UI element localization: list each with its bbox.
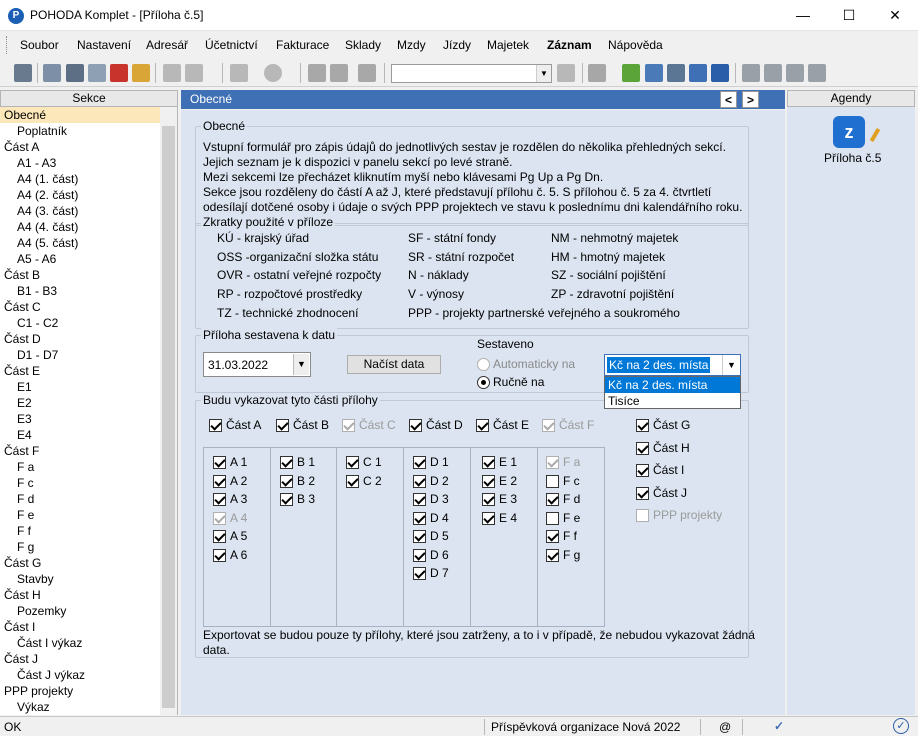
cast-right-label: PPP projekty <box>653 508 723 522</box>
menu-majetek[interactable]: Majetek <box>487 38 530 52</box>
menu-ucetnictvi[interactable]: Účetnictví <box>205 38 258 52</box>
status-separator <box>700 719 701 735</box>
cast-1-label: Část B <box>293 418 330 432</box>
toolbar-separator <box>384 63 385 83</box>
column-separator <box>336 447 337 627</box>
sekce-item[interactable]: F a <box>17 460 35 474</box>
item-checkbox[interactable] <box>213 456 226 469</box>
item-checkbox[interactable] <box>280 475 293 488</box>
menu-adresar[interactable]: Adresář <box>146 38 189 52</box>
close-button[interactable]: ✕ <box>889 7 901 23</box>
item-checkbox[interactable] <box>546 530 559 543</box>
item-checkbox[interactable] <box>546 493 559 506</box>
status-separator <box>484 719 485 735</box>
sekce-item[interactable]: Část I výkaz <box>17 636 83 650</box>
sekce-item[interactable]: PPP projekty <box>4 684 74 698</box>
obecne-line: Mezi sekcemi lze přecházet kliknutím myší nebo klávesami Pg Up a Pg Dn. <box>203 170 604 184</box>
auto-radio[interactable] <box>477 358 490 371</box>
window-title: POHODA Komplet - [Příloha č.5] <box>30 8 204 22</box>
agenda-item-label[interactable]: Příloha č.5 <box>824 151 882 165</box>
sekce-item[interactable]: Část F <box>4 444 40 458</box>
sekce-item[interactable]: Část J <box>4 652 39 666</box>
sekce-item[interactable]: A5 - A6 <box>17 252 57 266</box>
item-label: A 5 <box>230 529 248 543</box>
cast-0-checkbox[interactable] <box>209 419 222 432</box>
sekce-item[interactable]: Část H <box>4 588 41 602</box>
status-separator <box>742 719 743 735</box>
comment-icon[interactable] <box>742 64 760 82</box>
item-label: A 3 <box>230 492 248 506</box>
item-checkbox[interactable] <box>413 567 426 580</box>
item-checkbox[interactable] <box>280 456 293 469</box>
sekce-item[interactable]: A4 (3. část) <box>17 204 79 218</box>
item-label: D 5 <box>430 529 449 543</box>
item-checkbox[interactable] <box>413 493 426 506</box>
sekce-item[interactable]: A4 (1. část) <box>17 172 79 186</box>
sekce-item[interactable]: Část C <box>4 300 41 314</box>
status-text: OK <box>4 720 22 734</box>
sekce-item[interactable]: Pozemky <box>17 604 67 618</box>
item-checkbox[interactable] <box>482 512 495 525</box>
item-label: F a <box>563 455 581 469</box>
item-checkbox[interactable] <box>346 456 359 469</box>
sekce-item[interactable]: Výkaz <box>17 700 50 714</box>
cast-right-checkbox[interactable] <box>636 464 649 477</box>
cast-3-checkbox[interactable] <box>409 419 422 432</box>
menu-soubor[interactable]: Soubor <box>20 38 59 52</box>
sestaveno-label: Sestaveno <box>477 337 534 351</box>
money-icon[interactable] <box>622 64 640 82</box>
menu-bar <box>0 32 918 58</box>
print-icon[interactable] <box>66 64 84 82</box>
toolbar-separator <box>300 63 301 83</box>
item-label: D 1 <box>430 455 449 469</box>
save-icon[interactable] <box>308 64 326 82</box>
sekce-list[interactable] <box>0 107 178 715</box>
sekce-header: Sekce <box>0 90 178 107</box>
zkratka: OSS -organizační složka státu <box>217 250 379 264</box>
next-section-button[interactable]: > <box>742 91 759 108</box>
main-body <box>181 110 785 715</box>
item-checkbox[interactable] <box>280 493 293 506</box>
item-checkbox[interactable] <box>482 475 495 488</box>
casti-title: Budu vykazovat tyto části přílohy <box>203 393 378 407</box>
item-checkbox[interactable] <box>213 530 226 543</box>
calculator-icon[interactable] <box>667 64 685 82</box>
export-icon[interactable] <box>132 64 150 82</box>
email-icon[interactable]: @ <box>719 720 732 734</box>
priloha-title: Příloha sestavena k datu <box>203 328 336 342</box>
sekce-item[interactable]: E4 <box>17 428 32 442</box>
sekce-item[interactable]: A4 (5. část) <box>17 236 79 250</box>
sekce-item[interactable]: E3 <box>17 412 32 426</box>
document-icon[interactable] <box>689 64 707 82</box>
obecne-line: Sekce jsou rozděleny do částí A až J, které představují přílohu č. 5. S přílohou č. 5 za 4. čtvrtletí <box>203 185 712 199</box>
sekce-item[interactable]: Část A <box>4 140 40 154</box>
column-separator <box>403 447 404 627</box>
folder-icon[interactable] <box>588 64 606 82</box>
cast-5-label: Část F <box>559 418 595 432</box>
sekce-item[interactable]: F g <box>17 540 35 554</box>
status-org: Příspěvková organizace Nová 2022 <box>491 720 681 734</box>
item-label: E 4 <box>499 510 518 525</box>
cast-right-label: Část H <box>653 440 690 455</box>
sekce-item[interactable]: F e <box>17 508 35 522</box>
minimize-button[interactable]: — <box>796 7 810 23</box>
zkratky-title: Zkratky použité v příloze <box>203 215 334 229</box>
item-label: D 7 <box>430 566 449 580</box>
casti-box <box>203 447 605 627</box>
cast-4-checkbox[interactable] <box>476 419 489 432</box>
item-label: E 2 <box>499 473 518 488</box>
zkratka: V - výnosy <box>408 287 465 301</box>
units-select[interactable] <box>604 354 741 376</box>
cast-right-checkbox[interactable] <box>636 442 649 455</box>
column-separator <box>537 447 538 627</box>
item-label: E 1 <box>499 455 518 469</box>
units-option[interactable]: Tisíce <box>608 394 640 408</box>
sekce-item[interactable]: C1 - C2 <box>17 316 59 330</box>
units-value: Kč na 2 des. místa <box>609 358 709 372</box>
cast-right-label: Část I <box>653 463 685 477</box>
item-label: D 2 <box>430 473 449 488</box>
iban-icon[interactable] <box>711 64 729 82</box>
agendy-panel <box>787 107 915 715</box>
toolbar-separator <box>155 63 156 83</box>
sekce-item[interactable]: Část J výkaz <box>17 668 86 682</box>
title-bar <box>0 0 918 31</box>
filter-icon[interactable] <box>557 64 575 82</box>
date-value: 31.03.2022 <box>208 358 269 372</box>
zkratka: KÚ - krajský úřad <box>217 231 310 245</box>
cast-2-checkbox[interactable] <box>342 419 355 432</box>
zkratka: NM - nehmotný majetek <box>551 231 679 245</box>
copy-icon[interactable] <box>43 64 61 82</box>
sekce-item[interactable]: A4 (4. část) <box>17 220 79 234</box>
cast-3-label: Část D <box>426 418 463 432</box>
obecne-line: odesílají dotčené osoby i údaje o svých PPP projektech ve stavu k poslednímu dni kalendářního roku. <box>203 200 743 214</box>
sekce-item[interactable]: Poplatník <box>17 124 68 138</box>
priloha-agenda-icon[interactable]: z <box>833 116 865 148</box>
cast-0-label: Část A <box>226 418 262 432</box>
duplicate-icon[interactable] <box>358 64 376 82</box>
toolbar-separator <box>582 63 583 83</box>
sekce-item[interactable]: B1 - B3 <box>17 284 58 298</box>
sekce-item[interactable]: A1 - A3 <box>17 156 57 170</box>
prev-section-button[interactable]: < <box>720 91 737 108</box>
check-icon[interactable] <box>185 64 203 82</box>
sekce-item[interactable]: F f <box>17 524 31 538</box>
export-note: data. <box>203 643 230 657</box>
item-label: A 1 <box>230 455 248 469</box>
cast-1-checkbox[interactable] <box>276 419 289 432</box>
item-checkbox[interactable] <box>546 456 559 469</box>
sekce-item[interactable]: Část G <box>4 556 42 570</box>
item-label: B 1 <box>297 455 316 469</box>
zkratka: SZ - sociální pojištění <box>551 268 666 282</box>
sekce-item[interactable]: A4 (2. část) <box>17 188 79 202</box>
toolbar-separator <box>37 63 38 83</box>
help-icon[interactable] <box>163 64 181 82</box>
units-dropdown <box>604 376 741 409</box>
note-icon[interactable] <box>764 64 782 82</box>
menu-mzdy[interactable]: Mzdy <box>397 38 426 52</box>
sekce-item[interactable]: E2 <box>17 396 32 410</box>
status-ok-icon: ✓ <box>893 718 909 734</box>
menu-napoveda[interactable]: Nápověda <box>608 38 663 52</box>
manual-radio[interactable] <box>477 376 490 389</box>
print-preview-icon[interactable] <box>88 64 106 82</box>
main-header: Obecné <box>181 90 785 109</box>
maximize-button[interactable]: ☐ <box>842 7 856 23</box>
cast-5-checkbox[interactable] <box>542 419 555 432</box>
sekce-item[interactable]: Část D <box>4 332 41 346</box>
item-checkbox[interactable] <box>413 456 426 469</box>
item-label: C 1 <box>363 455 382 469</box>
item-label: A 2 <box>230 473 248 488</box>
manual-label: Ručně na <box>493 375 545 389</box>
sekce-item[interactable]: Stavby <box>17 572 54 586</box>
zkratka: PPP - projekty partnerské veřejného a soukromého <box>408 306 680 320</box>
menu-jizdy[interactable]: Jízdy <box>443 38 472 52</box>
cast-right-checkbox[interactable] <box>636 509 649 522</box>
cast-right-checkbox[interactable] <box>636 487 649 500</box>
obecne-line: Vstupní formulář pro zápis údajů do jednotlivých sestav je rozdělen do několika přehledných sekcí. <box>203 140 726 154</box>
item-checkbox[interactable] <box>413 512 426 525</box>
zkratka: RP - rozpočtové prostředky <box>217 287 363 301</box>
cast-2-label: Část C <box>359 418 396 432</box>
menu-sklady[interactable]: Sklady <box>345 38 382 52</box>
sekce-item[interactable]: F c <box>17 476 34 490</box>
zkratka: ZP - zdravotní pojištění <box>551 287 675 301</box>
cast-4-label: Část E <box>493 418 530 432</box>
cast-right-label: Část J <box>653 485 688 500</box>
item-label: E 3 <box>499 492 518 506</box>
item-checkbox[interactable] <box>546 512 559 525</box>
back-arrow-icon[interactable] <box>230 64 248 82</box>
item-label: A 6 <box>230 547 248 562</box>
load-data-button[interactable]: Načíst data <box>347 355 441 374</box>
item-checkbox[interactable] <box>213 549 226 562</box>
auto-label: Automaticky na <box>493 357 576 371</box>
toolbar-separator <box>222 63 223 83</box>
menu-nastaveni[interactable]: Nastavení <box>77 38 132 52</box>
sekce-item[interactable]: Část B <box>4 268 41 282</box>
item-label: F e <box>563 510 581 525</box>
context-help-icon[interactable] <box>808 64 826 82</box>
zkratka: HM - hmotný majetek <box>551 250 666 264</box>
item-label: A 4 <box>230 510 248 525</box>
list-icon[interactable] <box>786 64 804 82</box>
item-checkbox[interactable] <box>546 549 559 562</box>
export-note: Exportovat se budou pouze ty přílohy, které jsou zatrženy, a to i v případě, že nebudou vykazovat žádná <box>203 628 755 642</box>
item-checkbox[interactable] <box>413 549 426 562</box>
sekce-scrollbar-thumb[interactable] <box>162 126 175 708</box>
zkratka: N - náklady <box>408 268 469 282</box>
item-checkbox[interactable] <box>213 493 226 506</box>
item-label: D 4 <box>430 510 449 525</box>
zkratka: TZ - technické zhodnocení <box>217 306 359 320</box>
menu-fakturace[interactable]: Fakturace <box>276 38 330 52</box>
zkratka: SR - státní rozpočet <box>408 250 515 264</box>
gear-icon[interactable] <box>264 64 282 82</box>
item-label: D 3 <box>430 492 449 506</box>
item-checkbox[interactable] <box>482 493 495 506</box>
item-checkbox[interactable] <box>346 475 359 488</box>
units-option[interactable]: Kč na 2 des. místa <box>605 377 740 393</box>
chevron-down-icon[interactable]: ▼ <box>536 65 551 82</box>
zkratka: OVR - ostatní veřejné rozpočty <box>217 268 382 282</box>
sekce-item[interactable]: Obecné <box>0 107 160 123</box>
obecne-line: Jejich seznam je k dispozici v panelu sekcí po levé straně. <box>203 155 513 169</box>
radio-dot <box>481 380 486 385</box>
calendar-icon[interactable] <box>645 64 663 82</box>
date-input[interactable] <box>203 352 311 377</box>
menu-zaznam[interactable]: Záznam <box>547 38 592 52</box>
item-label: C 2 <box>363 473 382 488</box>
pdf-icon[interactable] <box>110 64 128 82</box>
sekce-item[interactable]: E1 <box>17 380 32 394</box>
item-checkbox[interactable] <box>213 512 226 525</box>
sekce-item[interactable]: D1 - D7 <box>17 348 59 362</box>
cast-right-checkbox[interactable] <box>636 419 649 432</box>
item-label: F c <box>563 473 580 488</box>
item-checkbox[interactable] <box>482 456 495 469</box>
item-label: B 2 <box>297 473 316 488</box>
chevron-down-icon[interactable]: ▼ <box>722 355 740 375</box>
item-label: B 3 <box>297 492 316 506</box>
item-label: F g <box>563 547 581 562</box>
item-label: F f <box>563 529 577 543</box>
cast-right-label: Část G <box>653 418 691 432</box>
toolbar-separator <box>735 63 736 83</box>
column-separator <box>270 447 271 627</box>
sekce-item[interactable]: Část I <box>4 620 36 634</box>
column-separator <box>470 447 471 627</box>
chevron-down-icon[interactable]: ▼ <box>293 354 309 375</box>
item-checkbox[interactable] <box>213 475 226 488</box>
item-checkbox[interactable] <box>413 530 426 543</box>
sekce-item[interactable]: F d <box>17 492 35 506</box>
item-label: F d <box>563 492 581 506</box>
exit-icon[interactable] <box>14 64 32 82</box>
item-checkbox[interactable] <box>413 475 426 488</box>
item-checkbox[interactable] <box>546 475 559 488</box>
grip-handle[interactable] <box>6 36 8 54</box>
sekce-item[interactable]: Část E <box>4 364 41 378</box>
checkmark-icon[interactable]: ✓ <box>774 719 785 733</box>
obecne-title: Obecné <box>203 119 246 133</box>
pohoda-icon: P <box>8 8 24 24</box>
zkratka: SF - státní fondy <box>408 231 497 245</box>
status-bar <box>0 716 918 736</box>
toolbar-combo[interactable] <box>391 64 552 83</box>
item-label: D 6 <box>430 547 449 562</box>
agendy-header: Agendy <box>787 90 915 107</box>
save-as-icon[interactable] <box>330 64 348 82</box>
